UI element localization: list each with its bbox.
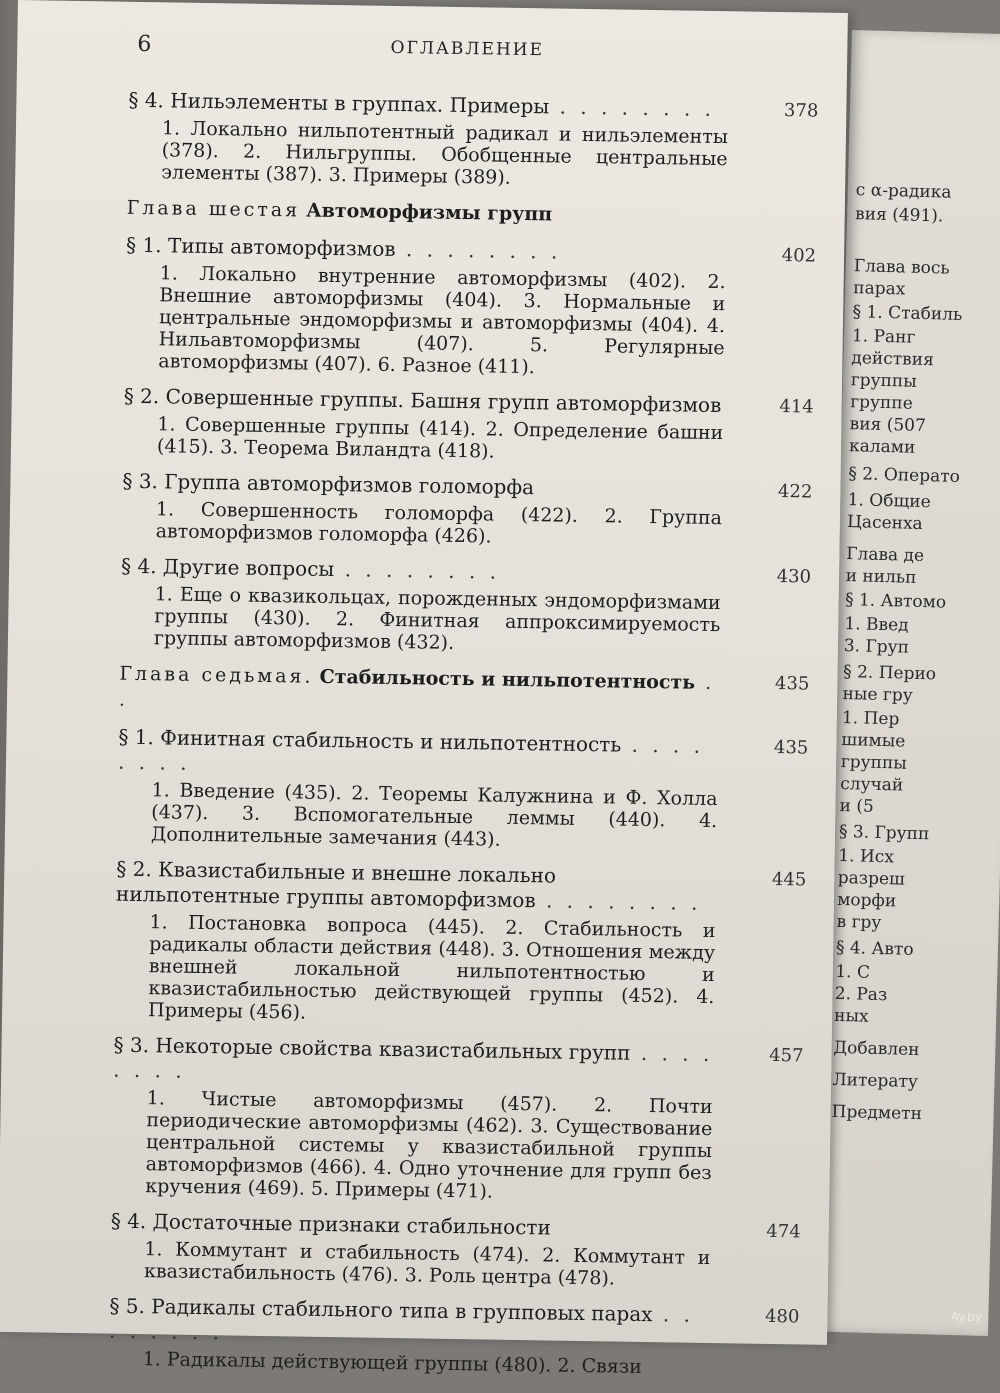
toc-section bbox=[124, 233, 816, 383]
right-page-line: вия (491). bbox=[854, 204, 944, 227]
toc-section bbox=[117, 725, 809, 856]
toc-section bbox=[108, 1294, 799, 1381]
subsection-list: 1. Коммутант и стабильность (474). 2. Коммутант и квазистабильность (476). 3. Роль центра (478). bbox=[143, 1238, 711, 1290]
right-page-line: § 1. Автомо bbox=[844, 590, 947, 613]
right-page bbox=[818, 30, 1000, 1336]
right-page-line: морфи bbox=[836, 889, 897, 912]
subsection-list: 1. Введение (435). 2. Теоремы Калужнина и Ф. Холла (437). 3. Вспомогательные леммы (440). 4. Дополнительные замечания (443). bbox=[150, 779, 718, 851]
page-ref: 435 bbox=[773, 736, 809, 759]
toc-section bbox=[122, 469, 813, 553]
section-title: § 4. Достаточные признаки стабильности bbox=[110, 1208, 551, 1240]
page-ref: 457 bbox=[768, 1044, 804, 1067]
section-line bbox=[118, 725, 809, 786]
right-page-line: 3. Груп bbox=[843, 636, 910, 658]
chapter-line bbox=[127, 195, 817, 232]
right-page-line: 1. Ранг bbox=[851, 326, 916, 348]
right-page-line: разреш bbox=[837, 867, 906, 890]
section-title: § 3. Некоторые свойства квазистабильных групп bbox=[113, 1032, 631, 1065]
subsection-list: 1. Радикалы действующей группы (480). 2. Связи bbox=[142, 1348, 643, 1378]
right-page-line: 1. С bbox=[835, 961, 871, 983]
right-page-line: группы bbox=[850, 370, 918, 392]
chapter-title: Автоморфизмы групп bbox=[306, 199, 553, 226]
page-ref: 378 bbox=[783, 100, 819, 122]
toc-section bbox=[111, 1033, 803, 1208]
right-page-line: группе bbox=[849, 392, 914, 414]
leader-dots: . . . . . . . . bbox=[549, 94, 716, 121]
right-page-line: 1. Исх bbox=[838, 845, 895, 868]
right-page-line: группы bbox=[840, 751, 908, 774]
toc-section bbox=[120, 554, 811, 660]
section-title: § 4. Нильэлементы в группах. Примеры bbox=[128, 87, 550, 119]
section-line bbox=[113, 1033, 804, 1094]
leader-dots: . . bbox=[118, 671, 716, 711]
leader-dots: . . . . . . . . bbox=[108, 1302, 695, 1345]
chapter-prefix: Глава седьмая. bbox=[119, 662, 314, 688]
section-title: § 1. Типы автоморфизмов bbox=[125, 232, 396, 261]
section-title: § 2. Квазистабильные и внешне локально нильпотентные группы автоморфизмов bbox=[115, 856, 557, 913]
toc-section bbox=[110, 1209, 801, 1293]
right-page-line: 1. Введ bbox=[844, 614, 909, 636]
right-page-line: случай bbox=[839, 773, 904, 796]
right-page-line: и нильп bbox=[845, 566, 917, 588]
right-page-line: и (5 bbox=[839, 795, 875, 817]
toc-section bbox=[127, 88, 818, 194]
table-of-contents bbox=[108, 88, 818, 1393]
leader-dots: . . . . . . . . bbox=[334, 557, 501, 584]
section-title: § 1. Финитная стабильность и нильпотентность bbox=[118, 724, 622, 757]
right-page-line: Литерату bbox=[832, 1069, 919, 1093]
section-title: § 3. Группа автоморфизмов голоморфа bbox=[122, 468, 535, 500]
toc-chapter bbox=[127, 195, 817, 232]
toc-section bbox=[123, 384, 814, 468]
section-line bbox=[109, 1294, 800, 1355]
subsection-list: 1. Локально внутренние автоморфизмы (402). 2. Внешние автоморфизмы (404). 3. Нормальные и центральные эндоморфизмы и автоморфизмы (404). 4. Нильавтоморфизмы (407). 5. Регулярные автоморфизмы (407). 6. Разное (411). bbox=[158, 262, 726, 379]
toc-section bbox=[114, 857, 806, 1032]
right-page-line: действия bbox=[851, 348, 935, 371]
page-ref: 480 bbox=[764, 1305, 800, 1328]
right-page-line: § 1. Стабиль bbox=[852, 302, 963, 325]
right-page-line: шимые bbox=[841, 729, 906, 752]
right-page-line: 2. Раз bbox=[834, 983, 888, 1006]
right-page-line: § 3. Групп bbox=[838, 821, 930, 845]
page-ref: 474 bbox=[766, 1220, 801, 1243]
right-page-line: 1. Общие bbox=[847, 490, 931, 513]
right-page-line: Глава вось bbox=[853, 256, 950, 279]
subsection-list: 1. Совершенность голоморфа (422). 2. Группа автоморфизмов голоморфа (426). bbox=[155, 498, 723, 548]
page-ref: 414 bbox=[779, 396, 814, 418]
subsection-list: 1. Еще о квазикольцах, порожденных эндоморфизмами группы (430). 2. Финитная аппроксимируемость группы автоморфизмов (432). bbox=[153, 583, 721, 654]
leader-dots: . . . . . . . . bbox=[113, 1040, 714, 1083]
section-title: § 5. Радикалы стабильного типа в групповых парах bbox=[109, 1293, 653, 1327]
subsection-list: 1. Чистые автоморфизмы (457). 2. Почти периодические автоморфизмы (462). 3. Существование центральной системы у квазистабильной группы автоморфизмов (466). 4. Одно уточнение для групп без кручения (469). 5. Примеры (471). bbox=[145, 1087, 713, 1203]
section-title: § 4. Другие вопросы bbox=[120, 553, 335, 582]
chapter-line bbox=[119, 661, 810, 724]
right-page-line: с α-радика bbox=[855, 180, 952, 203]
right-page-line: ные гру bbox=[842, 683, 913, 706]
right-page-line: § 2. Перио bbox=[842, 661, 937, 685]
subsection-list: 1. Локально нильпотентный радикал и нильэлементы (378). 2. Нильгруппы. Обобщенные центральные элементы (387). 3. Примеры (389). bbox=[161, 117, 729, 189]
page-ref: 430 bbox=[776, 565, 812, 588]
right-page-line: § 4. Авто bbox=[835, 937, 914, 960]
chapter-title: Стабильность и нильпотентность bbox=[319, 665, 696, 694]
page-ref: 435 bbox=[774, 672, 810, 695]
watermark: Ay.by bbox=[950, 1310, 982, 1324]
right-page-line: ных bbox=[833, 1005, 869, 1027]
page-ref: 422 bbox=[777, 480, 813, 503]
toc-chapter bbox=[119, 661, 810, 724]
leader-dots: . . . . . . . . bbox=[535, 888, 702, 915]
right-page-line: калами bbox=[848, 436, 916, 458]
right-page-line: Глава де bbox=[846, 544, 925, 567]
right-page-line: Цасенха bbox=[846, 512, 923, 535]
right-page-line: Предметн bbox=[831, 1101, 923, 1125]
right-page-line: 1. Пер bbox=[841, 707, 900, 730]
page-ref: 445 bbox=[771, 868, 807, 891]
page-header bbox=[137, 32, 797, 72]
page-ref: 402 bbox=[781, 245, 817, 267]
section-title: § 2. Совершенные группы. Башня групп автоморфизмов bbox=[123, 383, 722, 418]
right-page-line: в гру bbox=[836, 911, 882, 934]
leader-dots: . . . . . . . . bbox=[395, 236, 562, 264]
right-page-line: Добавлен bbox=[833, 1037, 920, 1061]
right-page-line: § 2. Операто bbox=[848, 464, 961, 487]
right-page-line: парах bbox=[852, 278, 906, 300]
chapter-prefix: Глава шестая bbox=[126, 196, 301, 222]
page-number: 6 bbox=[137, 31, 152, 58]
leader-dots: . . . . . . . . bbox=[117, 732, 705, 775]
running-title: ОГЛАВЛЕНИЕ bbox=[390, 37, 545, 61]
right-page-line: вия (507 bbox=[849, 414, 927, 437]
section-line bbox=[116, 857, 807, 918]
subsection-list: 1. Совершенные группы (414). 2. Определение башни (415). 3. Теорема Виландта (418). bbox=[156, 413, 724, 463]
subsection-list: 1. Постановка вопроса (445). 2. Стабильность и радикалы области действия (448). 3. Отношения между внешней локальной нильпотентностью и квазистабильностью действующей группы (452). 4. Примеры (456). bbox=[147, 911, 716, 1024]
